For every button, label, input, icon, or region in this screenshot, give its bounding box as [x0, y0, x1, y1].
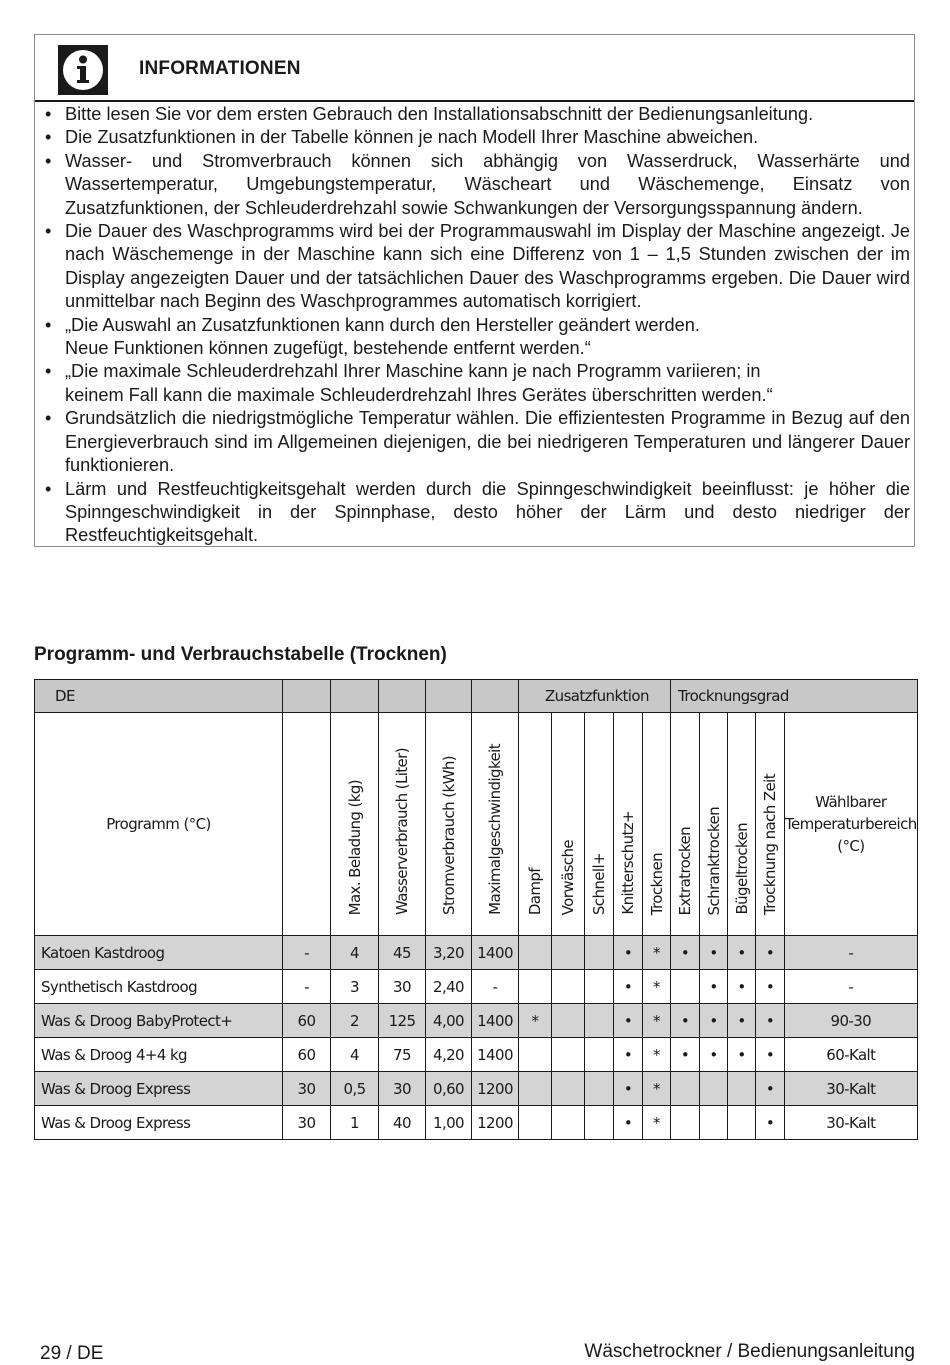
cell-extra: [671, 1106, 700, 1140]
cell-vor: [552, 936, 585, 970]
cell-buegel: •: [728, 970, 756, 1004]
cell-knitter: •: [614, 1106, 643, 1140]
cell-dampf: *: [519, 1004, 552, 1038]
cell-trocknen: *: [643, 1038, 671, 1072]
table-title: Programm- und Verbrauchstabelle (Trocknen): [34, 644, 447, 665]
cell-max: -: [472, 970, 519, 1004]
cell-temp: 60: [283, 1038, 331, 1072]
table-row: [35, 970, 918, 1004]
table-body: [35, 936, 918, 1140]
cell-extra: [671, 970, 700, 1004]
cell-schnell: [585, 1004, 614, 1038]
cell-kg: 0,5: [331, 1072, 379, 1106]
cell-kg: 1: [331, 1106, 379, 1140]
cell-temp: 60: [283, 1004, 331, 1038]
table-row: [35, 1004, 918, 1038]
info-header: [35, 35, 914, 102]
cell-wasser: 75: [379, 1038, 426, 1072]
cell-extra: •: [671, 1004, 700, 1038]
cell-extra: •: [671, 1038, 700, 1072]
cell-vor: [552, 1106, 585, 1140]
info-item: • „Die maximale Schleuderdrehzahl Ihrer Maschine kann je nach Programm variieren; in keinem Fall kann die maximale Schleuderdrehzahl Ihres Gerätes überschritten werden.“: [35, 360, 914, 407]
cell-dampf: [519, 1038, 552, 1072]
col-trocknen: Trocknen: [647, 852, 666, 915]
col-schnell: Schnell+: [590, 852, 608, 915]
cell-bereich: 30-Kalt: [785, 1072, 918, 1106]
cell-wasser: 40: [379, 1106, 426, 1140]
col-temp-empty: [283, 713, 331, 936]
cell-schrank: [700, 1106, 728, 1140]
cell-knitter: •: [614, 1038, 643, 1072]
col-extra: Extratrocken: [676, 826, 694, 915]
table-row: [35, 936, 918, 970]
cell-vor: [552, 1004, 585, 1038]
cell-wasser: 30: [379, 970, 426, 1004]
cell-kg: 4: [331, 1038, 379, 1072]
program-table: [34, 679, 918, 1140]
cell-max: 1200: [472, 1106, 519, 1140]
cell-schnell: [585, 1106, 614, 1140]
cell-temp: -: [283, 936, 331, 970]
cell-schnell: [585, 936, 614, 970]
cell-zeit: •: [756, 1038, 785, 1072]
info-item: • Wasser- und Stromverbrauch können sich abhängig von Wasserdruck, Wasserhärte und Wassertemperatur, Umgebungstemperatur, Wäscheart und Wäschemenge, Einsatz von Zusatzfunktionen, der Schleuderdrehzahl sowie Schwankungen der Versorgungsspannung ändern.: [35, 150, 914, 220]
cell-strom: 2,40: [426, 970, 472, 1004]
cell-strom: 4,20: [426, 1038, 472, 1072]
cell-strom: 1,00: [426, 1106, 472, 1140]
cell-schrank: •: [700, 1004, 728, 1038]
cell-wasser: 30: [379, 1072, 426, 1106]
cell-vor: [552, 970, 585, 1004]
cell-wasser: 45: [379, 936, 426, 970]
cell-extra: •: [671, 936, 700, 970]
table-row: [35, 1106, 918, 1140]
cell-knitter: •: [614, 936, 643, 970]
cell-name: Synthetisch Kastdroog: [35, 970, 283, 1004]
cell-trocknen: *: [643, 1106, 671, 1140]
cell-name: Was & Droog 4+4 kg: [35, 1038, 283, 1072]
cell-schnell: [585, 970, 614, 1004]
col-vorwaesche: Vorwäsche: [559, 839, 577, 915]
cell-temp: -: [283, 970, 331, 1004]
cell-name: Was & Droog Express: [35, 1072, 283, 1106]
group-zusatzfunktion: Zusatzfunktion: [519, 680, 671, 713]
lang-header: DE: [35, 680, 283, 713]
cell-schrank: [700, 1072, 728, 1106]
cell-temp: 30: [283, 1106, 331, 1140]
cell-kg: 3: [331, 970, 379, 1004]
cell-trocknen: *: [643, 1072, 671, 1106]
info-item: • „Die Auswahl an Zusatzfunktionen kann durch den Hersteller geändert werden. Neue Funktionen können zugefügt, bestehende entfernt werden.“: [35, 314, 914, 361]
col-programm: Programm (°C): [35, 713, 283, 936]
info-box: [34, 34, 915, 547]
cell-name: Katoen Kastdroog: [35, 936, 283, 970]
cell-buegel: •: [728, 936, 756, 970]
cell-kg: 2: [331, 1004, 379, 1038]
cell-vor: [552, 1072, 585, 1106]
col-temp-range: Wählbarer Temperaturbereich (°C): [785, 713, 918, 936]
document-title: Wäschetrockner / Bedienungsanleitung: [584, 1341, 915, 1362]
cell-dampf: [519, 936, 552, 970]
col-knitter: Knitterschutz+: [619, 811, 637, 915]
cell-schrank: •: [700, 936, 728, 970]
cell-bereich: 30-Kalt: [785, 1106, 918, 1140]
cell-wasser: 125: [379, 1004, 426, 1038]
cell-bereich: -: [785, 970, 918, 1004]
cell-name: Was & Droog BabyProtect+: [35, 1004, 283, 1038]
cell-trocknen: *: [643, 970, 671, 1004]
cell-dampf: [519, 970, 552, 1004]
cell-schnell: [585, 1072, 614, 1106]
col-zeit: Trocknung nach Zeit: [761, 773, 779, 915]
cell-buegel: •: [728, 1004, 756, 1038]
cell-trocknen: *: [643, 936, 671, 970]
cell-temp: 30: [283, 1072, 331, 1106]
cell-dampf: [519, 1106, 552, 1140]
cell-bereich: 60-Kalt: [785, 1038, 918, 1072]
table-row: [35, 1038, 918, 1072]
info-icon: [58, 45, 108, 95]
col-strom: Stromverbrauch (kWh): [439, 756, 458, 915]
col-schrank: Schranktrocken: [704, 806, 723, 915]
cell-strom: 0,60: [426, 1072, 472, 1106]
info-item: • Grundsätzlich die niedrigstmögliche Temperatur wählen. Die effizientesten Programme in Bezug auf den Energieverbrauch sind im Allgemeinen diejenigen, die bei niedrigeren Temperaturen und längerer Dauer funktionieren.: [35, 407, 914, 477]
cell-bereich: -: [785, 936, 918, 970]
cell-max: 1400: [472, 1004, 519, 1038]
cell-max: 1400: [472, 1038, 519, 1072]
cell-schrank: •: [700, 970, 728, 1004]
col-dampf: Dampf: [526, 867, 544, 915]
info-title: INFORMATIONEN: [139, 58, 301, 79]
cell-max: 1200: [472, 1072, 519, 1106]
cell-knitter: •: [614, 1072, 643, 1106]
info-list: [35, 103, 914, 548]
col-max: Maximalgeschwindigkeit: [486, 744, 504, 915]
cell-knitter: •: [614, 1004, 643, 1038]
cell-bereich: 90-30: [785, 1004, 918, 1038]
cell-zeit: •: [756, 1004, 785, 1038]
cell-name: Was & Droog Express: [35, 1106, 283, 1140]
col-buegel: Bügeltrocken: [732, 823, 751, 915]
col-wasser: Wasserverbrauch (Liter): [393, 748, 411, 915]
cell-zeit: •: [756, 1072, 785, 1106]
col-beladung: Max. Beladung (kg): [345, 779, 364, 915]
cell-extra: [671, 1072, 700, 1106]
cell-max: 1400: [472, 936, 519, 970]
table-row: [35, 1072, 918, 1106]
cell-buegel: •: [728, 1038, 756, 1072]
cell-zeit: •: [756, 936, 785, 970]
info-item: • Bitte lesen Sie vor dem ersten Gebrauch den Installationsabschnitt der Bedienungsanleitung.: [35, 103, 914, 126]
cell-vor: [552, 1038, 585, 1072]
info-item: • Lärm und Restfeuchtigkeitsgehalt werden durch die Spinngeschwindigkeit beeinflusst: je höher die Spinngeschwindigkeit in der Spinnphase, desto höher der Lärm und desto niedriger der Restfeuchtigkeitsgehalt.: [35, 478, 914, 548]
cell-buegel: [728, 1072, 756, 1106]
page-number: 29 / DE: [40, 1343, 104, 1364]
cell-dampf: [519, 1072, 552, 1106]
cell-trocknen: *: [643, 1004, 671, 1038]
cell-strom: 4,00: [426, 1004, 472, 1038]
cell-schrank: •: [700, 1038, 728, 1072]
info-item: • Die Dauer des Waschprogramms wird bei der Programmauswahl im Display der Maschine angezeigt. Je nach Wäschemenge in der Maschine kann sich eine Differenz von 1 – 1,5 Stunden zwischen der im Display angezeigten Dauer und der tatsächlichen Dauer des Waschprogramms ergeben. Die Dauer wird unmittelbar nach Beginn des Waschprogrammes automatisch korrigiert.: [35, 220, 914, 314]
cell-schnell: [585, 1038, 614, 1072]
group-trocknungsgrad: Trocknungsgrad: [671, 680, 918, 713]
cell-strom: 3,20: [426, 936, 472, 970]
cell-kg: 4: [331, 936, 379, 970]
cell-buegel: [728, 1106, 756, 1140]
cell-zeit: •: [756, 970, 785, 1004]
cell-zeit: •: [756, 1106, 785, 1140]
info-item: • Die Zusatzfunktionen in der Tabelle können je nach Modell Ihrer Maschine abweichen.: [35, 126, 914, 149]
cell-knitter: •: [614, 970, 643, 1004]
